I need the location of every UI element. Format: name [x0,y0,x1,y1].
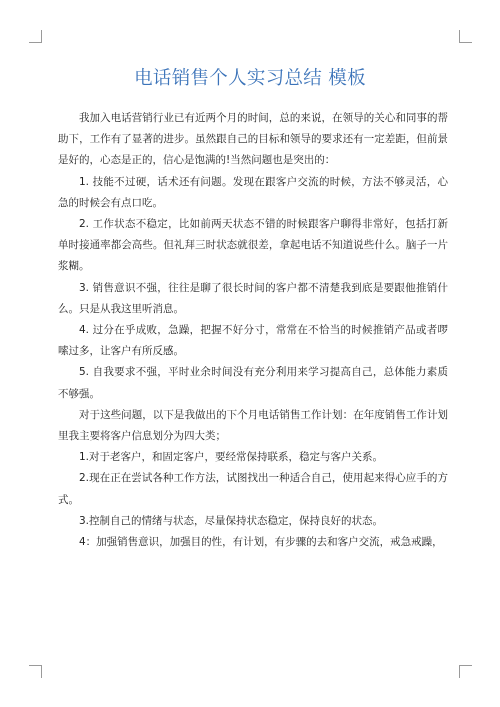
paragraph-plan-1: 1.对于老客户，和固定客户，要经常保持联系，稳定与客户关系。 [79,451,384,464]
crop-mark-top-left [29,30,42,43]
paragraph-plan-3: 3.控制自己的情绪与状态，尽量保持状态稳定，保持良好的状态。 [79,514,384,527]
paragraph-plan-2: 2.现在正在尝试各种工作方法，试图找出一种适合自己，使用起来得心应手的方式。 [58,472,448,506]
paragraph-issue-3: 3. 销售意识不强，往往是聊了很长时间的客户都不清楚我到底是要跟他推销什么。只是从我这里听消息。 [58,281,448,315]
paragraph-plan-intro: 对于这些问题，以下是我做出的下个月电话销售工作计划：在年度销售工作计划里我主要将客户信息划分为四大类； [58,408,448,443]
paragraph-issue-1: 1. 技能不过硬，话术还有问题。发现在跟客户交流的时候，方法不够灵活，心急的时候会有点口吃。 [58,175,448,209]
document-body [58,108,448,553]
crop-mark-bottom-right [459,665,472,678]
document-title: 电话销售个人实习总结 模板 [134,68,366,89]
crop-mark-bottom-left [29,665,42,678]
crop-mark-top-right [459,30,472,43]
paragraph-plan-4: 4：加强销售意识，加强目的性，有计划，有步骤的去和客户交流，戒急戒躁， [79,536,443,549]
paragraph-issue-4: 4. 过分在乎成败，急躁，把握不好分寸，常常在不恰当的时候推销产品或者啰嗦过多，让客户有所反感。 [58,324,448,358]
paragraph-issue-5: 5. 自我要求不强，平时业余时间没有充分利用来学习提高自己，总体能力素质不够强。 [58,366,448,400]
paragraph-intro: 我加入电话营销行业已有近两个月的时间，总的来说，在领导的关心和同事的帮助下，工作有了显著的进步。虽然跟自己的目标和领导的要求还有一定差距，但前景是好的，心态是正的，信心是饱满的!当然问题也是突出的： [58,112,448,167]
paragraph-issue-2: 2. 工作状态不稳定，比如前两天状态不错的时候跟客户聊得非常好，包括打新单时接通率都会高些。但礼拜三时状态就很差，拿起电话不知道说些什么。脑子一片浆糊。 [58,218,448,273]
